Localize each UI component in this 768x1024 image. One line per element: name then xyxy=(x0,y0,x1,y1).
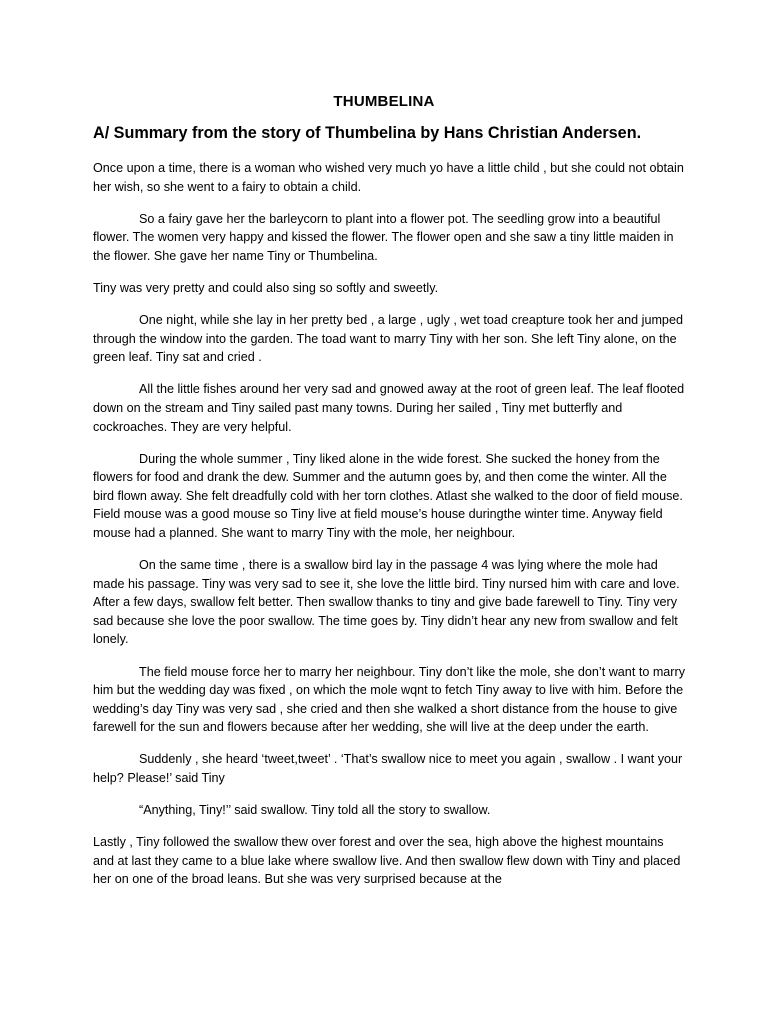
paragraph: Lastly , Tiny followed the swallow thew over forest and over the sea, high above the highest mountains and at last they came to a blue lake where swallow live. And then swallow flew down with Tiny and placed her on one of the broad leans. But she was very surprised because at the xyxy=(93,835,681,887)
paragraph: Once upon a time, there is a woman who wished very much yo have a little child , but she could not obtain her wish, so she went to a fairy to obtain a child. xyxy=(93,161,684,194)
paragraph: One night, while she lay in her pretty bed , a large , ugly , wet toad creapture took her and jumped through the window into the garden. The toad want to marry Tiny with her son. She left Tiny alone, on the green leaf. Tiny sat and cried . xyxy=(93,313,683,365)
document-body xyxy=(93,159,685,903)
paragraph: So a fairy gave her the barleycorn to plant into a flower pot. The seedling grow into a beautiful flower. The women very happy and kissed the flower. The flower open and she saw a tiny little maiden in the flower. She gave her name Tiny or Thumbelina. xyxy=(93,211,674,263)
document-subtitle: A/ Summary from the story of Thumbelina by Hans Christian Andersen. xyxy=(93,124,642,142)
paragraph: All the little fishes around her very sad and gnowed away at the root of green leaf. The leaf flooted down on the stream and Tiny sailed past many towns. During her sailed , Tiny met butterfly and cockroaches. They are very helpful. xyxy=(93,382,685,434)
paragraph: The field mouse force her to marry her neighbour. Tiny don’t like the mole, she don’t want to marry him but the wedding day was fixed , on which the mole wqnt to fetch Tiny away to live with him. Before the wedding’s day Tiny was very sad , she cried and then she walked a short distance from the house to give farewell for the sun and flowers because after her wedding, she will live at the deep under the earth. xyxy=(93,664,685,735)
paragraph: Tiny was very pretty and could also sing so softly and sweetly. xyxy=(93,280,439,295)
paragraph: On the same time , there is a swallow bird lay in the passage 4 was lying where the mole had made his passage. Tiny was very sad to see it, she love the little bird. Tiny nursed him with care and love. After a few days, swallow felt better. Then swallow thanks to tiny and give bade farewell to Tiny. Tiny very sad because she love the poor swallow. The time goes by. Tiny didn’t hear any new from swallow and felt lonely. xyxy=(93,558,680,647)
document-title: THUMBELINA xyxy=(333,93,435,110)
paragraph: Suddenly , she heard ‘tweet,tweet’ . ‘That’s swallow nice to meet you again , swallow . I want your help? Please!’ said Tiny xyxy=(93,752,683,786)
paragraph: During the whole summer , Tiny liked alone in the wide forest. She sucked the honey from the flowers for food and drank the dew. Summer and the autumn goes by, and then come the winter. All the bird flown away. She felt dreadfully cold with her torn clothes. Atlast she walked to the door of field mouse. Field mouse was a good mouse so Tiny live at field mouse’s house duringthe winter time. Anyway field mouse had a planned. She want to marry Tiny with the mole, her neighbour. xyxy=(93,451,683,540)
paragraph: “Anything, Tiny!’’ said swallow. Tiny told all the story to swallow. xyxy=(139,803,491,818)
